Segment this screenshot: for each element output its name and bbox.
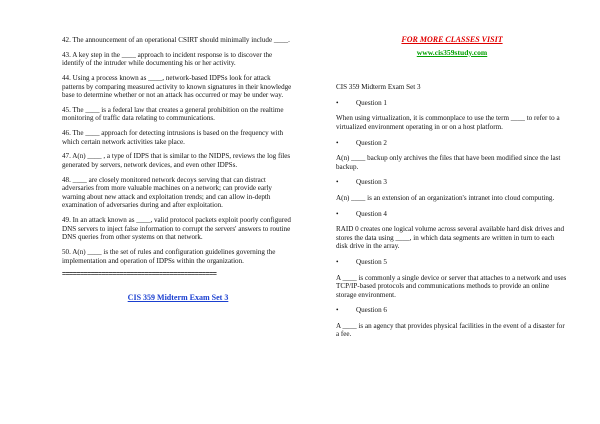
question-42: 42. The announcement of an operational CSIRT should minimally include ____. [62,36,290,44]
bullet-icon: • [336,209,339,218]
question-header [336,178,568,187]
promo-heading[interactable]: FOR MORE CLASSES VISIT [401,35,503,44]
bullet-icon: • [336,257,339,266]
exam-set-link[interactable]: CIS 359 Midterm Exam Set 3 [127,292,229,302]
question-label: Question 6 [356,306,387,315]
question-text: A(n) ____ backup only archives the files that have been modified since the last backup. [336,154,561,171]
question-label: Question 5 [356,257,387,266]
question-label: Question 2 [356,138,387,147]
question-text: When using virtualization, it is commonplace to use the term ____ to refer to a virtualized environment operating in or on a host platform. [336,114,560,131]
left-column [62,36,294,303]
question-header [336,258,568,267]
question-44: 44. Using a process known as ____, network-based IDPSs look for attack patterns by comparing measured activity to known signatures in their knowledge base to determine whether or not an attack has occurred or may be under way. [62,73,292,100]
question-43: 43. A key step in the ____ approach to incident response is to discover the identify of the intruder while documenting his or her activity. [62,50,273,68]
question-45: 45. The ____ is a federal law that creates a general prohibition on the realtime monitoring of traffic data relating to communications. [62,105,284,123]
exam-set-title: CIS 359 Midterm Exam Set 3 [336,83,421,92]
question-47: 47. A(n) ____ , a type of IDPS that is similar to the NIDPS, reviews the log files generated by servers, network devices, and even other IDPSs. [62,152,291,169]
question-text: A ____ is commonly a single device or server that attaches to a network and uses TCP/IP-based protocols and communications methods to provide an online storage environment. [336,273,567,299]
bullet-icon: • [336,306,339,315]
question-49: 49. In an attack known as ____, valid protocol packets exploit poorly configured DNS servers to inject false information to corrupt the servers' answers to routine DNS queries from other systems on that network. [62,216,291,242]
website-link[interactable]: www.cis359study.com [416,47,488,57]
bullet-icon: • [336,178,339,187]
separator-line: =========================================== [62,271,217,279]
question-header [336,139,568,148]
question-text: RAID 0 creates one logical volume across several available hard disk drives and stores the data using ____, in which data segments are written in turn to each disk drive in the array. [336,225,565,251]
question-48: 48. ____ are closely monitored network decoys serving that can distract adversaries from more valuable machines on a network; can provide early warning about new attack and exploitation trends; and can allow in-depth examination of adversaries during and after exploitation. [62,175,272,210]
question-header [336,306,568,315]
question-label: Question 3 [356,178,387,187]
question-header [336,99,568,108]
bullet-icon: • [336,138,339,147]
question-label: Question 1 [356,98,387,107]
question-label: Question 4 [356,209,387,218]
question-header [336,210,568,219]
question-text: A ____ is an agency that provides physical facilities in the event of a disaster for a fee. [336,321,565,339]
right-column [336,36,568,346]
question-text: A(n) ____ is an extension of an organization's intranet into cloud computing. [336,193,555,202]
bullet-icon: • [336,98,339,107]
question-50: 50. A(n) ____ is the set of rules and configuration guidelines governing the implementation and operation of IDPSs within the organization. [62,248,276,265]
question-46: 46. The ____ approach for detecting intrusions is based on the frequency with which certain network activities take place. [62,129,284,146]
